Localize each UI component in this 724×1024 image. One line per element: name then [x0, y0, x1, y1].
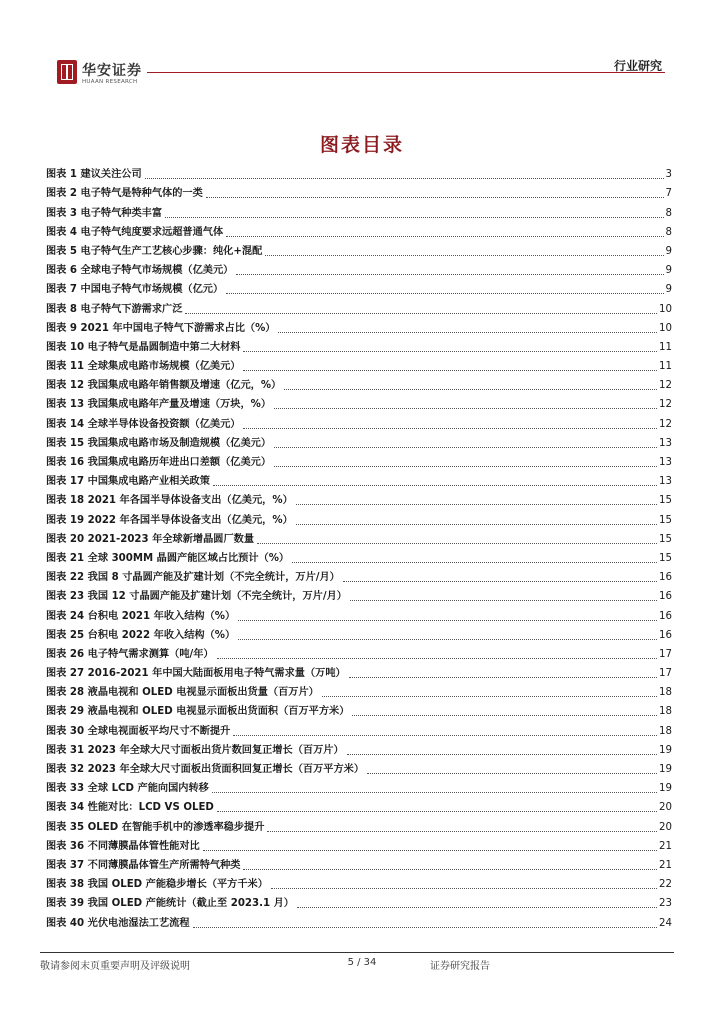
- toc-leader-dots: [238, 638, 657, 640]
- footer-report-type: 证券研究报告: [430, 961, 490, 972]
- toc-leader-dots: [185, 312, 657, 314]
- toc-leader-dots: [278, 331, 657, 333]
- toc-entry-label: 图表 33 全球 LCD 产能向国内转移: [46, 783, 209, 795]
- toc-leader-dots: [322, 695, 657, 697]
- toc-entry-page: 8: [665, 207, 672, 219]
- toc-leader-dots: [243, 350, 657, 352]
- toc-entry-label: 图表 11 全球集成电路市场规模（亿美元）: [46, 361, 241, 373]
- footer-page-number: 5 / 34: [347, 957, 377, 968]
- toc-entry[interactable]: [46, 221, 672, 240]
- toc-leader-dots: [236, 273, 663, 275]
- toc-entry-label: 图表 25 台积电 2022 年收入结构（%）: [46, 629, 236, 641]
- toc-entry-label: 图表 20 2021-2023 年全球新增晶圆厂数量: [46, 533, 255, 545]
- toc-entry[interactable]: [46, 739, 672, 758]
- toc-entry[interactable]: [46, 681, 672, 700]
- toc-leader-dots: [271, 887, 657, 889]
- toc-leader-dots: [238, 619, 657, 621]
- toc-entry-page: 23: [659, 898, 672, 910]
- toc-entry[interactable]: [46, 624, 672, 643]
- toc-entry[interactable]: [46, 182, 672, 201]
- toc-leader-dots: [193, 926, 658, 928]
- toc-entry-label: 图表 13 我国集成电路年产量及增速（万块，%）: [46, 399, 272, 411]
- toc-entry-label: 图表 8 电子特气下游需求广泛: [46, 303, 183, 315]
- toc-entry-label: 图表 38 我国 OLED 产能稳步增长（平方千米）: [46, 879, 268, 891]
- toc-entry-page: 15: [659, 514, 672, 526]
- toc-entry-label: 图表 27 2016-2021 年中国大陆面板用电子特气需求量（万吨）: [46, 668, 346, 680]
- toc-entry[interactable]: [46, 700, 672, 719]
- toc-leader-dots: [212, 791, 657, 793]
- toc-entry-page: 11: [659, 361, 672, 373]
- toc-entry-label: 图表 9 2021 年中国电子特气下游需求占比（%）: [46, 322, 276, 334]
- toc-entry[interactable]: [46, 336, 672, 355]
- toc-entry-page: 22: [659, 879, 672, 891]
- toc-leader-dots: [257, 542, 657, 544]
- toc-entry-page: 19: [659, 764, 672, 775]
- toc-entry-label: 图表 30 全球电视面板平均尺寸不断提升: [46, 725, 231, 737]
- toc-entry[interactable]: [46, 854, 672, 873]
- toc-leader-dots: [347, 753, 657, 755]
- toc-entry-page: 3: [665, 169, 672, 181]
- toc-leader-dots: [213, 484, 657, 486]
- toc-leader-dots: [226, 292, 663, 294]
- toc-entry[interactable]: [46, 796, 672, 815]
- toc-entry[interactable]: [46, 163, 672, 182]
- footer-divider: [40, 952, 674, 953]
- toc-leader-dots: [145, 177, 664, 179]
- toc-entry-page: 18: [659, 706, 672, 718]
- toc-entry-page: 9: [665, 265, 672, 277]
- toc-leader-dots: [296, 523, 657, 525]
- toc-entry-page: 19: [659, 744, 672, 756]
- toc-entry-page: 12: [659, 380, 672, 392]
- toc-entry[interactable]: [46, 815, 672, 834]
- toc-entry-page: 16: [659, 610, 672, 622]
- toc-entry-page: 9: [665, 284, 672, 296]
- toc-entry-label: 图表 12 我国集成电路年销售额及增速（亿元，%）: [46, 380, 282, 392]
- toc-entry[interactable]: [46, 604, 672, 623]
- toc-entry[interactable]: [46, 201, 672, 220]
- toc-entry[interactable]: [46, 432, 672, 451]
- toc-entry[interactable]: [46, 777, 672, 796]
- toc-entry-label: 图表 2 电子特气是特种气体的一类: [46, 188, 203, 200]
- toc-entry-label: 图表 17 中国集成电路产业相关政策: [46, 476, 210, 488]
- toc-entry-page: 16: [659, 572, 672, 584]
- toc-entry-label: 图表 24 台积电 2021 年收入结构（%）: [46, 610, 236, 622]
- toc-entry-page: 16: [659, 591, 672, 603]
- toc-entry-label: 图表 7 中国电子特气市场规模（亿元）: [46, 284, 224, 296]
- toc-entry[interactable]: [46, 259, 672, 278]
- toc-entry-page: 17: [659, 668, 672, 680]
- toc-entry-label: 图表 40 光伏电池湿法工艺流程: [46, 917, 190, 929]
- logo-chinese-name: 华安证券: [82, 63, 142, 79]
- toc-entry[interactable]: [46, 566, 672, 585]
- toc-entry-label: 图表 28 液晶电视和 OLED 电视显示面板出货量（百万片）: [46, 687, 319, 699]
- toc-leader-dots: [217, 810, 657, 812]
- toc-leader-dots: [274, 446, 657, 448]
- toc-entry-page: 15: [659, 495, 672, 507]
- toc-entry[interactable]: [46, 297, 672, 316]
- toc-leader-dots: [297, 906, 657, 908]
- toc-entry-page: 20: [659, 821, 672, 833]
- toc-leader-dots: [226, 235, 663, 237]
- toc-entry[interactable]: [46, 892, 672, 911]
- toc-entry[interactable]: [46, 374, 672, 393]
- toc-leader-dots: [203, 849, 657, 851]
- toc-entry-label: 图表 18 2021 年各国半导体设备支出（亿美元，%）: [46, 495, 293, 507]
- toc-entry[interactable]: [46, 643, 672, 662]
- toc-leader-dots: [292, 561, 657, 563]
- toc-entry[interactable]: [46, 355, 672, 374]
- toc-entry-label: 图表 21 全球 300MM 晶圆产能区域占比预计（%）: [46, 552, 290, 564]
- toc-entry-label: 图表 34 性能对比：LCD VS OLED: [46, 802, 214, 814]
- toc-entry-page: 13: [659, 437, 672, 449]
- toc-entry-page: 15: [659, 552, 672, 564]
- toc-entry[interactable]: [46, 835, 672, 854]
- footer-disclaimer: 敬请参阅末页重要声明及评级说明: [40, 961, 190, 972]
- toc-entry-label: 图表 26 电子特气需求测算（吨/年）: [46, 648, 214, 660]
- toc-entry-label: 图表 23 我国 12 寸晶圆产能及扩建计划（不完全统计，万片/月）: [46, 591, 347, 603]
- toc-entry[interactable]: [46, 758, 672, 777]
- toc-entry-label: 图表 16 我国集成电路历年进出口差额（亿美元）: [46, 457, 272, 468]
- toc-entry-page: 7: [665, 188, 672, 200]
- toc-entry-label: 图表 10 电子特气是晶圆制造中第二大材料: [46, 341, 241, 353]
- toc-entry-page: 8: [665, 226, 672, 238]
- toc-leader-dots: [206, 196, 664, 198]
- company-logo: [57, 60, 157, 88]
- toc-entry[interactable]: [46, 240, 672, 259]
- toc-entry-label: 图表 15 我国集成电路市场及制造规模（亿美元）: [46, 437, 272, 449]
- toc-entry[interactable]: [46, 662, 672, 681]
- toc-leader-dots: [233, 734, 657, 736]
- toc-leader-dots: [352, 714, 657, 716]
- toc-entry[interactable]: [46, 547, 672, 566]
- toc-entry[interactable]: [46, 470, 672, 489]
- toc-entry-page: 21: [659, 859, 672, 871]
- toc-leader-dots: [349, 676, 657, 678]
- toc-entry-page: 9: [665, 245, 672, 257]
- toc-entry-label: 图表 1 建议关注公司: [46, 169, 142, 181]
- toc-leader-dots: [367, 772, 657, 774]
- toc-entry-page: 24: [659, 917, 672, 929]
- toc-leader-dots: [343, 580, 657, 582]
- page-header: [0, 0, 724, 90]
- logo-seal-icon: [57, 60, 77, 84]
- toc-entry-label: 图表 14 全球半导体设备投资额（亿美元）: [46, 418, 241, 430]
- toc-entry-page: 17: [659, 648, 672, 660]
- page-title: 图表目录: [319, 134, 404, 156]
- section-label: 行业研究: [613, 59, 662, 73]
- toc-leader-dots: [165, 216, 663, 218]
- toc-entry-label: 图表 4 电子特气纯度要求远超普通气体: [46, 226, 224, 238]
- toc-entry-label: 图表 32 2023 年全球大尺寸面板出货面积回复正增长（百万平方米）: [46, 764, 365, 775]
- toc-entry[interactable]: [46, 873, 672, 892]
- toc-entry-page: 21: [659, 840, 672, 852]
- toc-entry[interactable]: [46, 719, 672, 738]
- toc-entry[interactable]: [46, 451, 672, 470]
- toc-entry[interactable]: [46, 317, 672, 336]
- toc-entry-page: 18: [659, 687, 672, 699]
- toc-entry-page: 18: [659, 725, 672, 737]
- toc-leader-dots: [243, 868, 657, 870]
- toc-entry-page: 12: [659, 399, 672, 411]
- toc-entry-label: 图表 36 不同薄膜晶体管性能对比: [46, 840, 200, 852]
- toc-entry-label: 图表 19 2022 年各国半导体设备支出（亿美元，%）: [46, 514, 293, 526]
- toc-leader-dots: [217, 657, 657, 659]
- toc-entry-page: 10: [659, 322, 672, 334]
- toc-entry-label: 图表 22 我国 8 寸晶圆产能及扩建计划（不完全统计，万片/月）: [46, 572, 340, 584]
- toc-entry[interactable]: [46, 393, 672, 412]
- toc-entry[interactable]: [46, 278, 672, 297]
- toc-leader-dots: [243, 369, 657, 371]
- toc-entry-label: 图表 37 不同薄膜晶体管生产所需特气种类: [46, 859, 241, 871]
- toc-entry[interactable]: [46, 508, 672, 527]
- toc-leader-dots: [284, 388, 657, 390]
- toc-entry-page: 10: [659, 303, 672, 315]
- toc-entry-page: 12: [659, 418, 672, 430]
- toc-entry-label: 图表 29 液晶电视和 OLED 电视显示面板出货面积（百万平方米）: [46, 706, 350, 718]
- toc-entry-page: 19: [659, 783, 672, 795]
- toc-entry-label: 图表 39 我国 OLED 产能统计（截止至 2023.1 月）: [46, 898, 294, 910]
- figure-table-of-contents: [46, 163, 672, 931]
- toc-leader-dots: [274, 407, 657, 409]
- toc-entry[interactable]: [46, 489, 672, 508]
- toc-leader-dots: [265, 254, 663, 256]
- toc-entry[interactable]: [46, 528, 672, 547]
- toc-entry-page: 15: [659, 533, 672, 545]
- toc-entry[interactable]: [46, 585, 672, 604]
- logo-english-name: HUAAN RESEARCH: [82, 79, 138, 85]
- toc-entry-label: 图表 5 电子特气生产工艺核心步骤：纯化+混配: [46, 245, 263, 257]
- toc-entry-page: 11: [659, 341, 672, 353]
- toc-entry[interactable]: [46, 412, 672, 431]
- toc-entry-page: 13: [659, 457, 672, 468]
- toc-leader-dots: [243, 427, 657, 429]
- toc-entry-label: 图表 6 全球电子特气市场规模（亿美元）: [46, 265, 234, 277]
- toc-entry-label: 图表 35 OLED 在智能手机中的渗透率稳步提升: [46, 821, 265, 833]
- toc-leader-dots: [296, 503, 657, 505]
- toc-entry-label: 图表 3 电子特气种类丰富: [46, 207, 163, 219]
- toc-leader-dots: [350, 599, 657, 601]
- toc-entry-page: 13: [659, 476, 672, 488]
- toc-entry-label: 图表 31 2023 年全球大尺寸面板出货片数回复正增长（百万片）: [46, 744, 344, 756]
- toc-entry-page: 20: [659, 802, 672, 814]
- toc-entry[interactable]: [46, 911, 672, 930]
- header-divider: [147, 72, 665, 73]
- toc-entry-page: 16: [659, 629, 672, 641]
- toc-leader-dots: [274, 465, 657, 467]
- toc-leader-dots: [267, 830, 657, 832]
